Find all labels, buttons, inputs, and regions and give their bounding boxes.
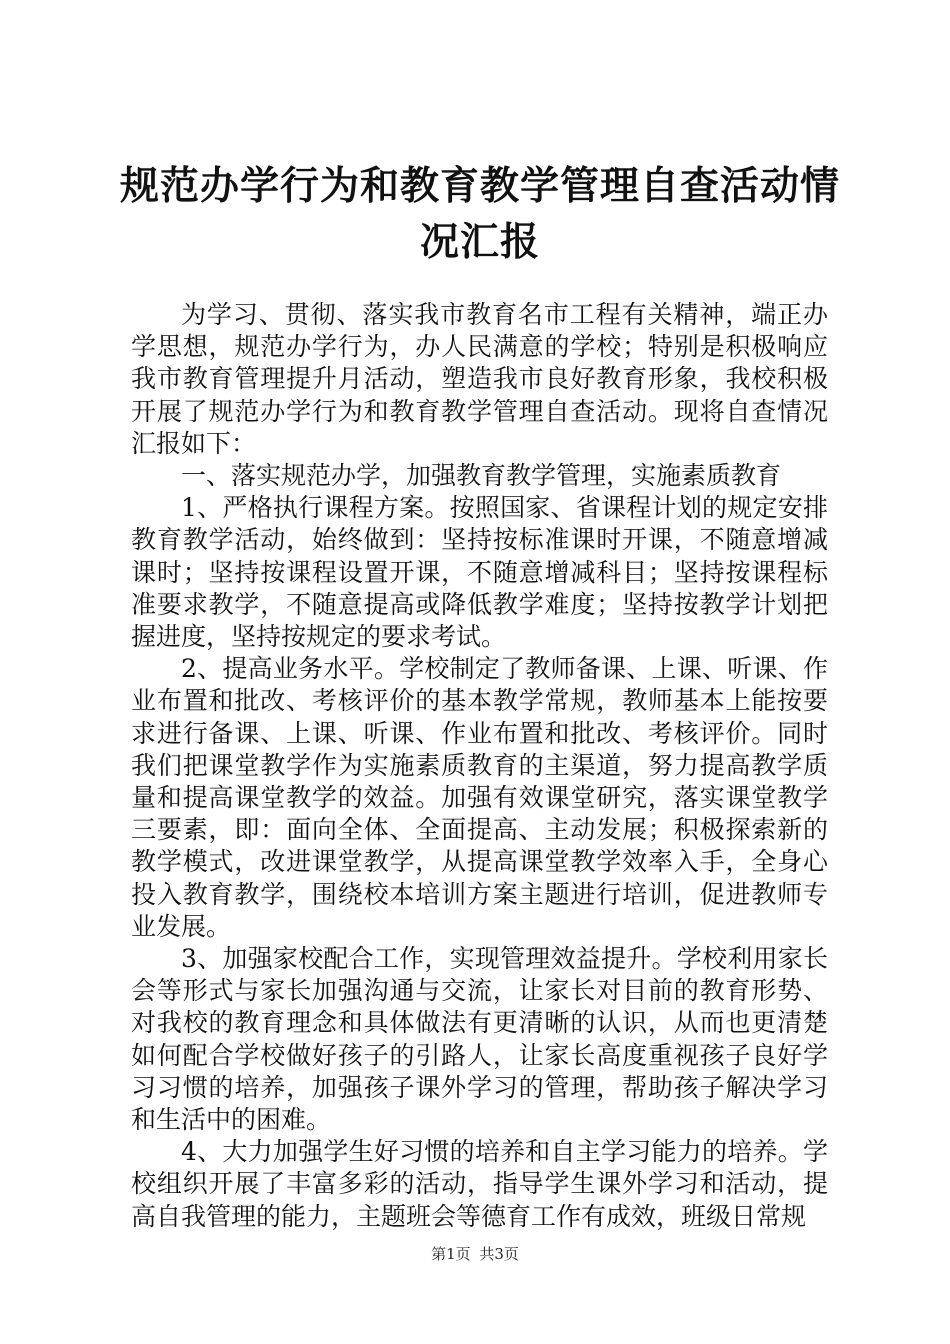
item-4-paragraph: 4、大力加强学生好习惯的培养和自主学习能力的培养。学校组织开展了丰富多彩的活动，指导学生课外学习和活动，提高自我管理的能力，主题班会等德育工作有成效，班级日常规 bbox=[131, 1137, 828, 1231]
intro-paragraph: 为学习、贯彻、落实我市教育名市工程有关精神，端正办学思想，规范办学行为，办人民满意的学校；特别是积极响应我市教育管理提升月活动，塑造我市良好教育形象，我校积极开展了规范办学行为和教育教学管理自查活动。现将自查情况汇报如下： bbox=[131, 300, 828, 458]
page-total: 共3页 bbox=[479, 1245, 519, 1263]
item-1-paragraph: 1、严格执行课程方案。按照国家、省课程计划的规定安排教育教学活动，始终做到：坚持按标准课时开课，不随意增减课时；坚持按课程设置开课，不随意增减科目；坚持按课程标准要求教学，不随意提高或降低教学难度；坚持按教学计划把握进度，坚持按规定的要求考试。 bbox=[131, 493, 828, 652]
page-number: 第1页 bbox=[431, 1245, 471, 1263]
item-2-paragraph: 2、提高业务水平。学校制定了教师备课、上课、听课、作业布置和批改、考核评价的基本教学常规，教师基本上能按要求进行备课、上课、听课、作业布置和批改、考核评价。同时我们把课堂教学作为实施素质教育的主渠道，努力提高教学质量和提高课堂教学的效益。加强有效课堂研究，落实课堂教学三要素，即：面向全体、全面提高、主动发展；积极探索新的教学模式，改进课堂教学，从提高课堂教学效率入手，全身心投入教育教学，围绕校本培训方案主题进行培训，促进教师专业发展。 bbox=[131, 654, 828, 941]
document-title: 规范办学行为和教育教学管理自查活动情况汇报 bbox=[120, 163, 841, 265]
page-footer bbox=[0, 1244, 950, 1264]
item-3-paragraph: 3、加强家校配合工作，实现管理效益提升。学校利用家长会等形式与家长加强沟通与交流，让家长对目前的教育形势、对我校的教育理念和具体做法有更清晰的认识，从而也更清楚如何配合学校做好孩子的引路人，让家长高度重视孩子良好学习习惯的培养，加强孩子课外学习的管理，帮助孩子解决学习和生活中的困难。 bbox=[131, 944, 828, 1135]
document-body bbox=[131, 299, 828, 1233]
section-heading: 一、落实规范办学，加强教育教学管理，实施素质教育 bbox=[181, 461, 782, 491]
